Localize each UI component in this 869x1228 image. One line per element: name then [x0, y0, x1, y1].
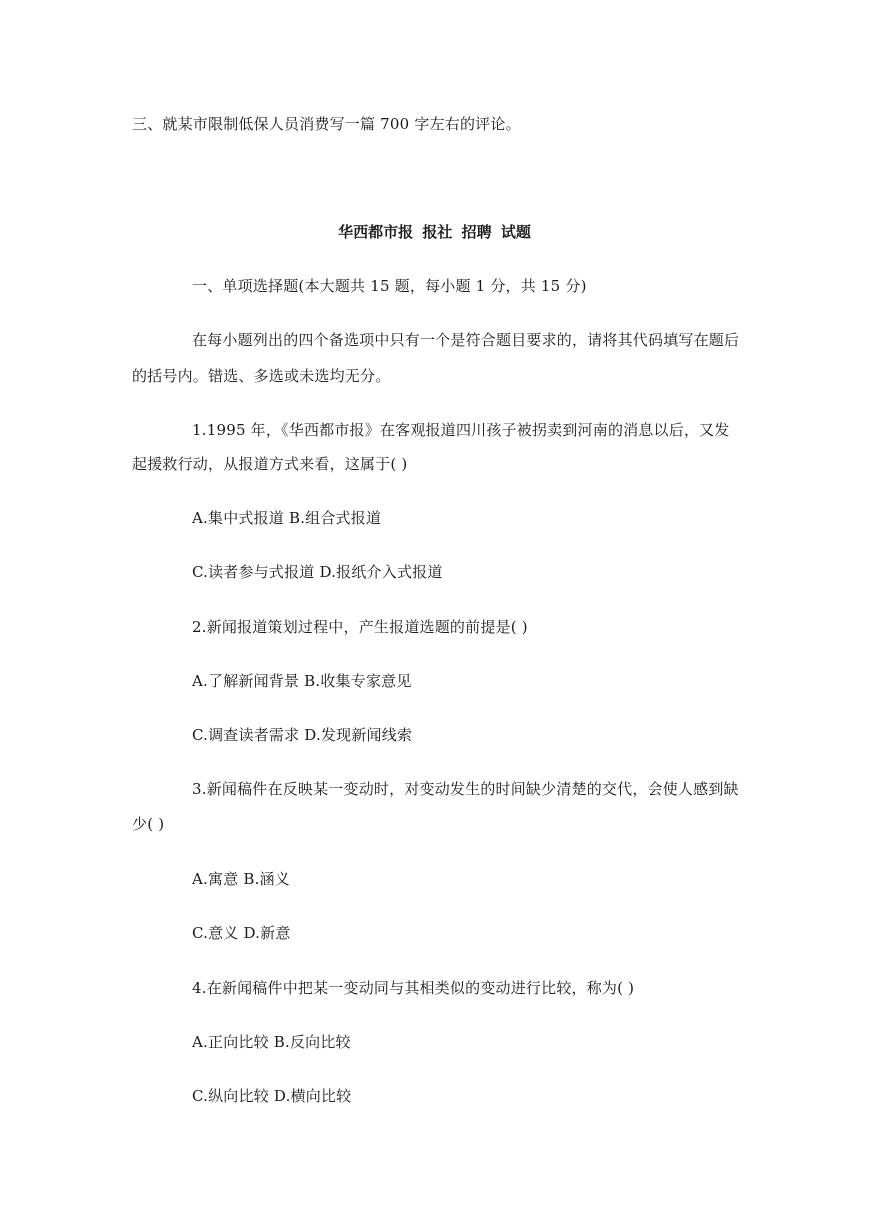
question-1-options-cd: C.读者参与式报道 D.报纸介入式报道 — [192, 563, 443, 581]
question-1-options-ab: A.集中式报道 B.组合式报道 — [192, 509, 382, 527]
essay-prompt: 三、就某市限制低保人员消费写一篇 700 字左右的评论。 — [132, 115, 521, 133]
page-title: 华西都市报 报社 招聘 试题 — [338, 223, 531, 241]
question-3-stem-line-1: 3.新闻稿件在反映某一变动时，对变动发生的时间缺少清楚的交代，会使人感到缺 — [192, 780, 739, 798]
question-2-options-ab: A.了解新闻背景 B.收集专家意见 — [192, 672, 412, 690]
question-4-stem-line-1: 4.在新闻稿件中把某一变动同与其相类似的变动进行比较，称为( ) — [192, 979, 635, 997]
question-1-stem-line-2: 起援救行动，从报道方式来看，这属于( ) — [132, 455, 408, 473]
question-2-stem-line-1: 2.新闻报道策划过程中，产生报道选题的前提是( ) — [192, 618, 528, 636]
question-3-stem-line-2: 少( ) — [132, 815, 165, 833]
section-heading: 一、单项选择题(本大题共 15 题，每小题 1 分，共 15 分) — [192, 277, 587, 295]
question-1-stem-line-1: 1.1995 年，《华西都市报》在客观报道四川孩子被拐卖到河南的消息以后，又发 — [192, 421, 730, 439]
question-3-options-cd: C.意义 D.新意 — [192, 924, 291, 942]
instructions-line-1: 在每小题列出的四个备选项中只有一个是符合题目要求的，请将其代码填写在题后 — [192, 331, 740, 349]
question-2-options-cd: C.调查读者需求 D.发现新闻线索 — [192, 726, 413, 744]
question-4-options-cd: C.纵向比较 D.横向比较 — [192, 1087, 352, 1105]
instructions-line-2: 的括号内。错选、多选或未选均无分。 — [132, 367, 391, 385]
question-4-options-ab: A.正向比较 B.反向比较 — [192, 1033, 351, 1051]
question-3-options-ab: A.寓意 B.涵义 — [192, 870, 290, 888]
